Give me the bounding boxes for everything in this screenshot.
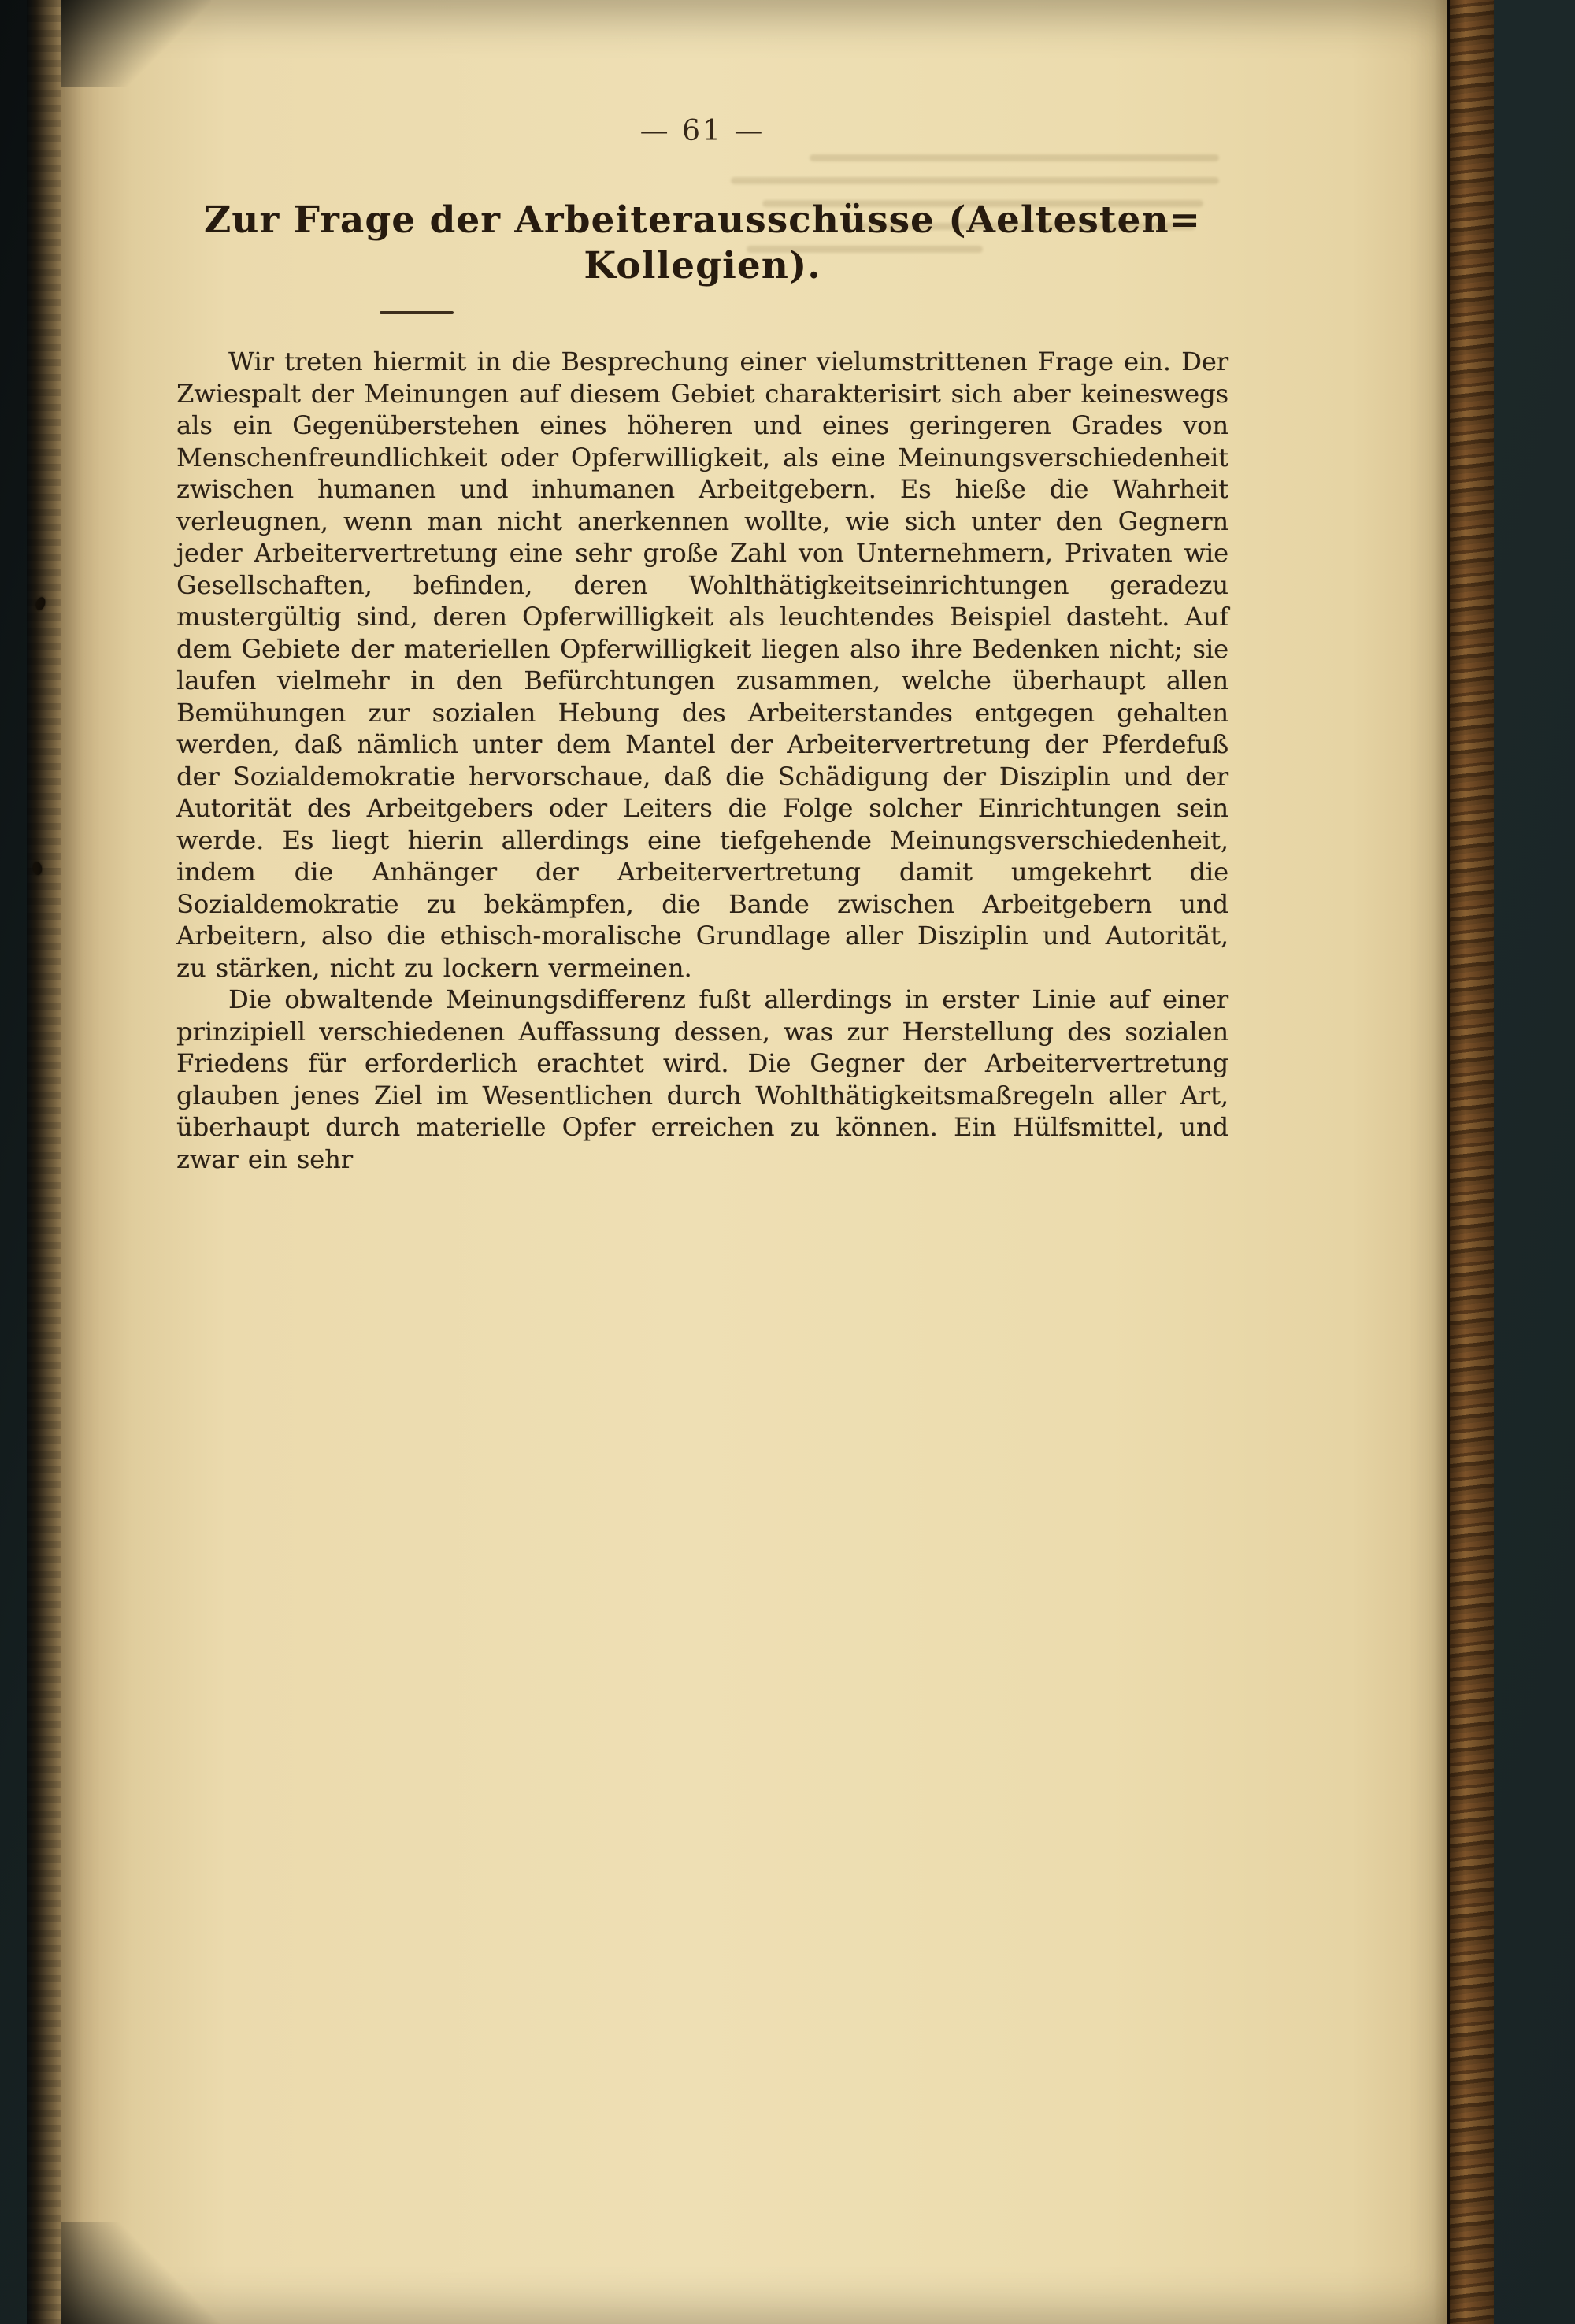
paragraph-1: Wir treten hiermit in die Besprechung einer vielumstrittenen Frage ein. Der Zwiespalt der Meinungen auf diesem Gebiet charakterisirt sich aber keineswegs als ein Gegenüberstehen eines höheren und eines geringeren Grades von Menschenfreundlichkeit oder Opferwilligkeit, als eine Meinungsverschiedenheit zwischen humanen und inhumanen Arbeitgebern. Es hieße die Wahrheit verleugnen, wenn man nicht anerkennen wollte, wie sich unter den Gegnern jeder Arbeitervertretung eine sehr große Zahl von Unternehmern, Privaten wie Gesellschaften, befinden, deren Wohlthätigkeitseinrichtungen geradezu mustergültig sind, deren Opferwilligkeit als leuchtendes Beispiel dasteht. Auf dem Gebiete der materiellen Opferwilligkeit liegen also ihre Bedenken nicht; sie laufen vielmehr in den Befürchtungen zusammen, welche überhaupt allen Bemühungen zur sozialen Hebung des Arbeiterstandes entgegen gehalten werden, daß nämlich unter dem Mantel der Arbeitervertretung der Pferdefuß der Sozialdemokratie hervorschaue, daß die Schädigung der Disziplin und der Autorität des Arbeitgebers oder Leiters die Folge solcher Einrichtungen sein werde. Es liegt hierin allerdings eine tiefgehende Meinungsverschiedenheit, indem die Anhänger der Arbeitervertretung damit umgekehrt die Sozialdemokratie zu bekämpfen, die Bande zwischen Arbeitgebern und Arbeitern, also die ethisch-moralische Grundlage aller Disziplin und Autorität, zu stärken, nicht zu lockern vermeinen. — [176, 347, 1228, 983]
binding-stitch — [35, 596, 47, 612]
paragraph-2: Die obwaltende Meinungsdifferenz fußt allerdings in erster Linie auf einer prinzipiell verschiedenen Auffassung dessen, was zur Herstellung des sozialen Friedens für erforderlich erachtet wird. Die Gegner der Arbeitervertretung glauben jenes Ziel im Wesentlichen durch Wohlthätigkeitsmaßregeln aller Art, überhaupt durch materielle Opfer erreichen zu können. Ein Hülfsmittel, und zwar ein sehr — [176, 984, 1228, 1174]
chapter-heading-line2: Kollegien). — [584, 244, 821, 287]
book-page — [61, 0, 1447, 2324]
book-spine-edge — [27, 0, 63, 2324]
page-corner-shadow-bottom — [61, 2222, 227, 2324]
page-number: — 61 — — [639, 115, 765, 147]
heading-divider — [380, 311, 454, 314]
page-edge-marbling — [1447, 0, 1494, 2324]
binding-stitch — [32, 861, 43, 876]
chapter-heading — [176, 198, 1228, 289]
chapter-heading-line1: Zur Frage der Arbeiterausschüsse (Aeltesten= — [204, 198, 1201, 242]
text-block — [176, 0, 1228, 1175]
